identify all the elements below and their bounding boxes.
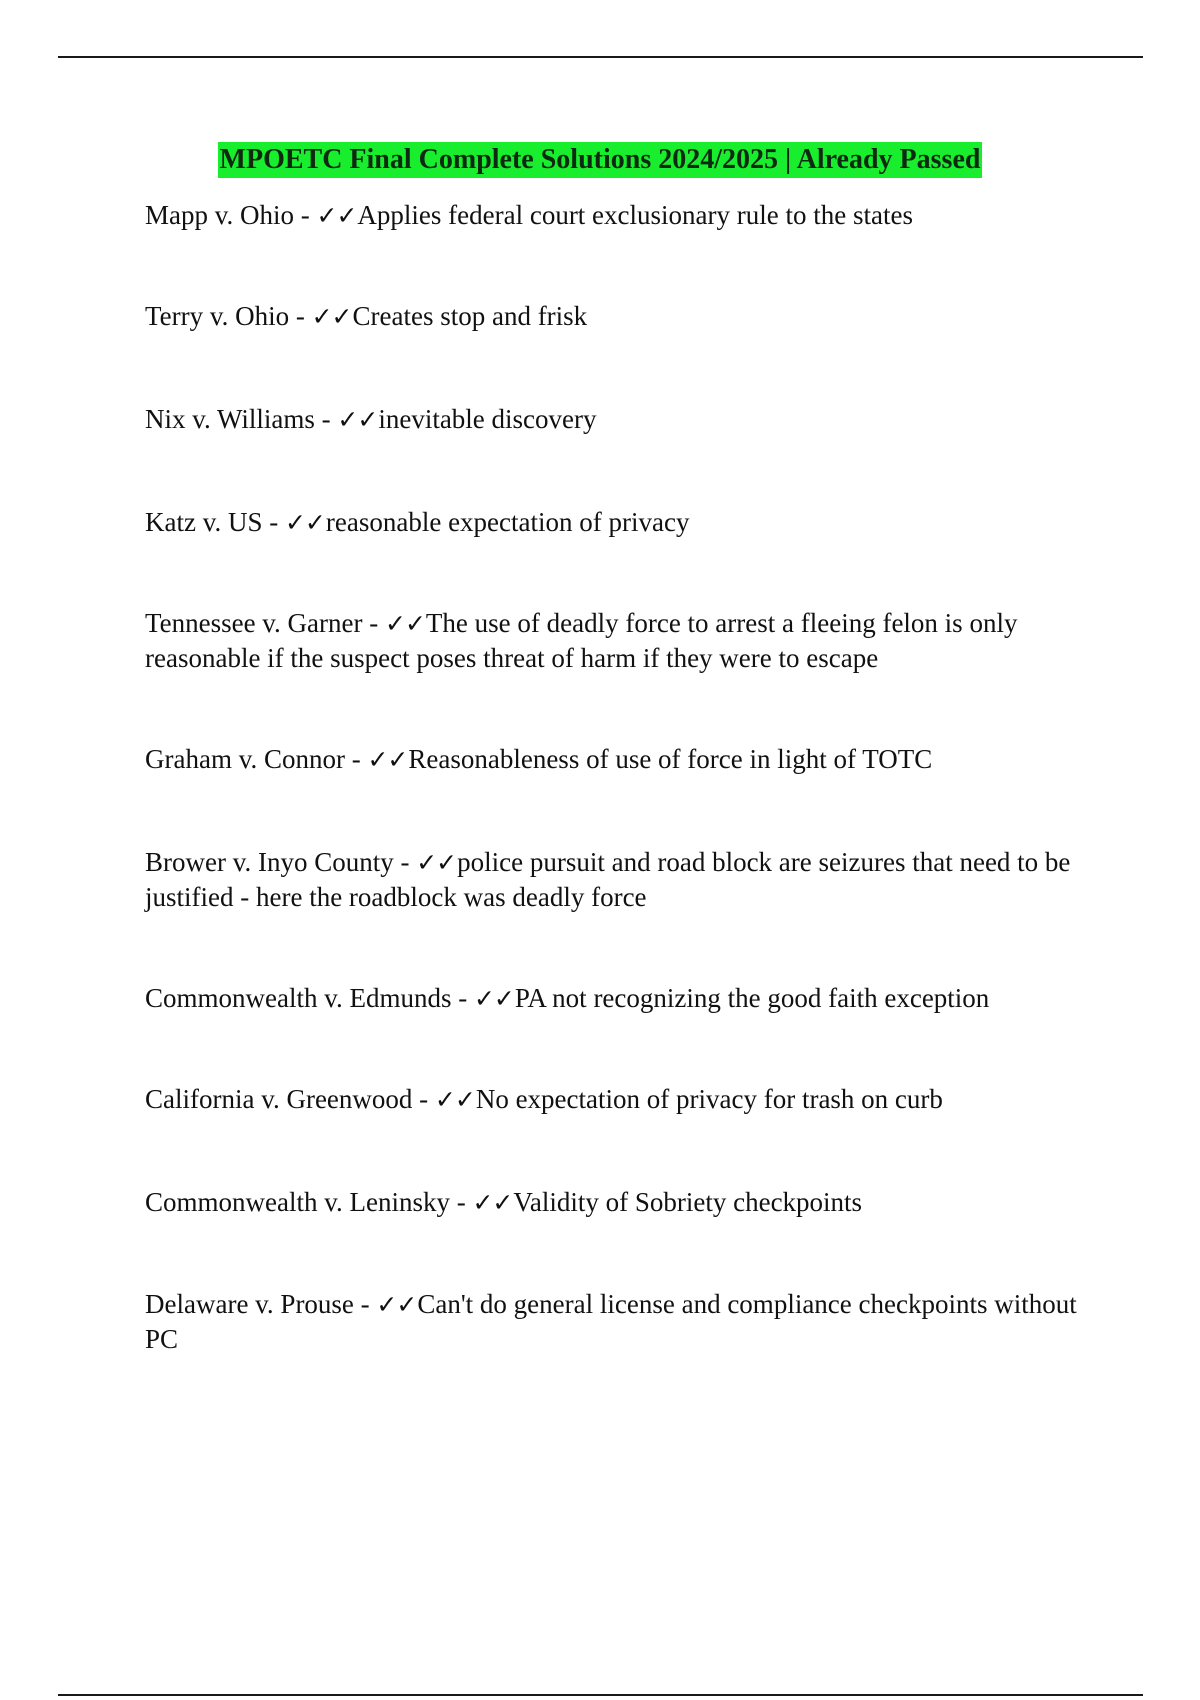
double-check-icon: ✓✓ — [376, 1290, 417, 1319]
case-holding: Can't do general license and compliance checkpoints without PC — [145, 1289, 1077, 1354]
double-check-icon: ✓✓ — [434, 1085, 475, 1114]
qa-item — [145, 742, 1105, 777]
case-holding: Validity of Sobriety checkpoints — [513, 1187, 863, 1217]
double-check-icon: ✓✓ — [311, 302, 352, 331]
case-holding: No expectation of privacy for trash on curb — [475, 1084, 943, 1114]
separator: - — [314, 404, 338, 434]
double-check-icon: ✓✓ — [316, 201, 357, 230]
case-name: Nix v. Williams — [145, 404, 315, 434]
case-name: Terry v. Ohio — [145, 301, 290, 331]
case-name: Tennessee v. Garner — [145, 608, 363, 638]
case-name: California v. Greenwood — [145, 1084, 413, 1114]
double-check-icon: ✓✓ — [337, 405, 378, 434]
separator: - — [353, 1289, 377, 1319]
separator: - — [289, 301, 312, 331]
case-holding: Applies federal court exclusionary rule to the states — [357, 200, 913, 230]
header-rule — [58, 56, 1143, 58]
case-name: Mapp v. Ohio — [145, 200, 294, 230]
qa-item — [145, 845, 1105, 914]
case-holding: police pursuit and road block are seizures that need to be justified - here the roadblock was deadly force — [145, 847, 1071, 912]
separator: - — [412, 1084, 435, 1114]
title-container — [0, 142, 1200, 178]
separator: - — [393, 847, 417, 877]
case-name: Katz v. US — [145, 507, 263, 537]
separator: - — [362, 608, 386, 638]
double-check-icon: ✓✓ — [472, 1188, 513, 1217]
footer-rule — [58, 1694, 1143, 1696]
separator: - — [344, 744, 368, 774]
qa-item — [145, 1185, 1105, 1220]
case-holding: The use of deadly force to arrest a fleeing felon is only reasonable if the suspect poses threat of harm if they were to escape — [145, 608, 1018, 673]
case-holding: Reasonableness of use of force in light of TOTC — [408, 744, 933, 774]
double-check-icon: ✓✓ — [473, 984, 514, 1013]
case-name: Commonwealth v. Leninsky — [145, 1187, 450, 1217]
case-holding: PA not recognizing the good faith exception — [514, 983, 990, 1013]
qa-item — [145, 981, 1105, 1016]
qa-item — [145, 198, 1105, 233]
case-name: Brower v. Inyo County — [145, 847, 394, 877]
document-title: MPOETC Final Complete Solutions 2024/2025 | Already Passed — [218, 142, 983, 178]
qa-item — [145, 1082, 1105, 1117]
qa-item — [145, 1287, 1105, 1356]
double-check-icon: ✓✓ — [284, 508, 325, 537]
qa-item — [145, 505, 1105, 540]
qa-item — [145, 606, 1105, 675]
separator: - — [294, 200, 317, 230]
separator: - — [262, 507, 285, 537]
case-name: Commonwealth v. Edmunds — [145, 983, 452, 1013]
double-check-icon: ✓✓ — [416, 848, 457, 877]
double-check-icon: ✓✓ — [367, 745, 408, 774]
case-holding: reasonable expectation of privacy — [325, 507, 690, 537]
qa-item — [145, 299, 1105, 334]
case-holding: Creates stop and frisk — [352, 301, 588, 331]
case-holding: inevitable discovery — [378, 404, 597, 434]
qa-item — [145, 402, 1105, 437]
case-name: Delaware v. Prouse — [145, 1289, 354, 1319]
case-name: Graham v. Connor — [145, 744, 345, 774]
double-check-icon: ✓✓ — [385, 609, 425, 638]
separator: - — [451, 983, 474, 1013]
separator: - — [449, 1187, 473, 1217]
